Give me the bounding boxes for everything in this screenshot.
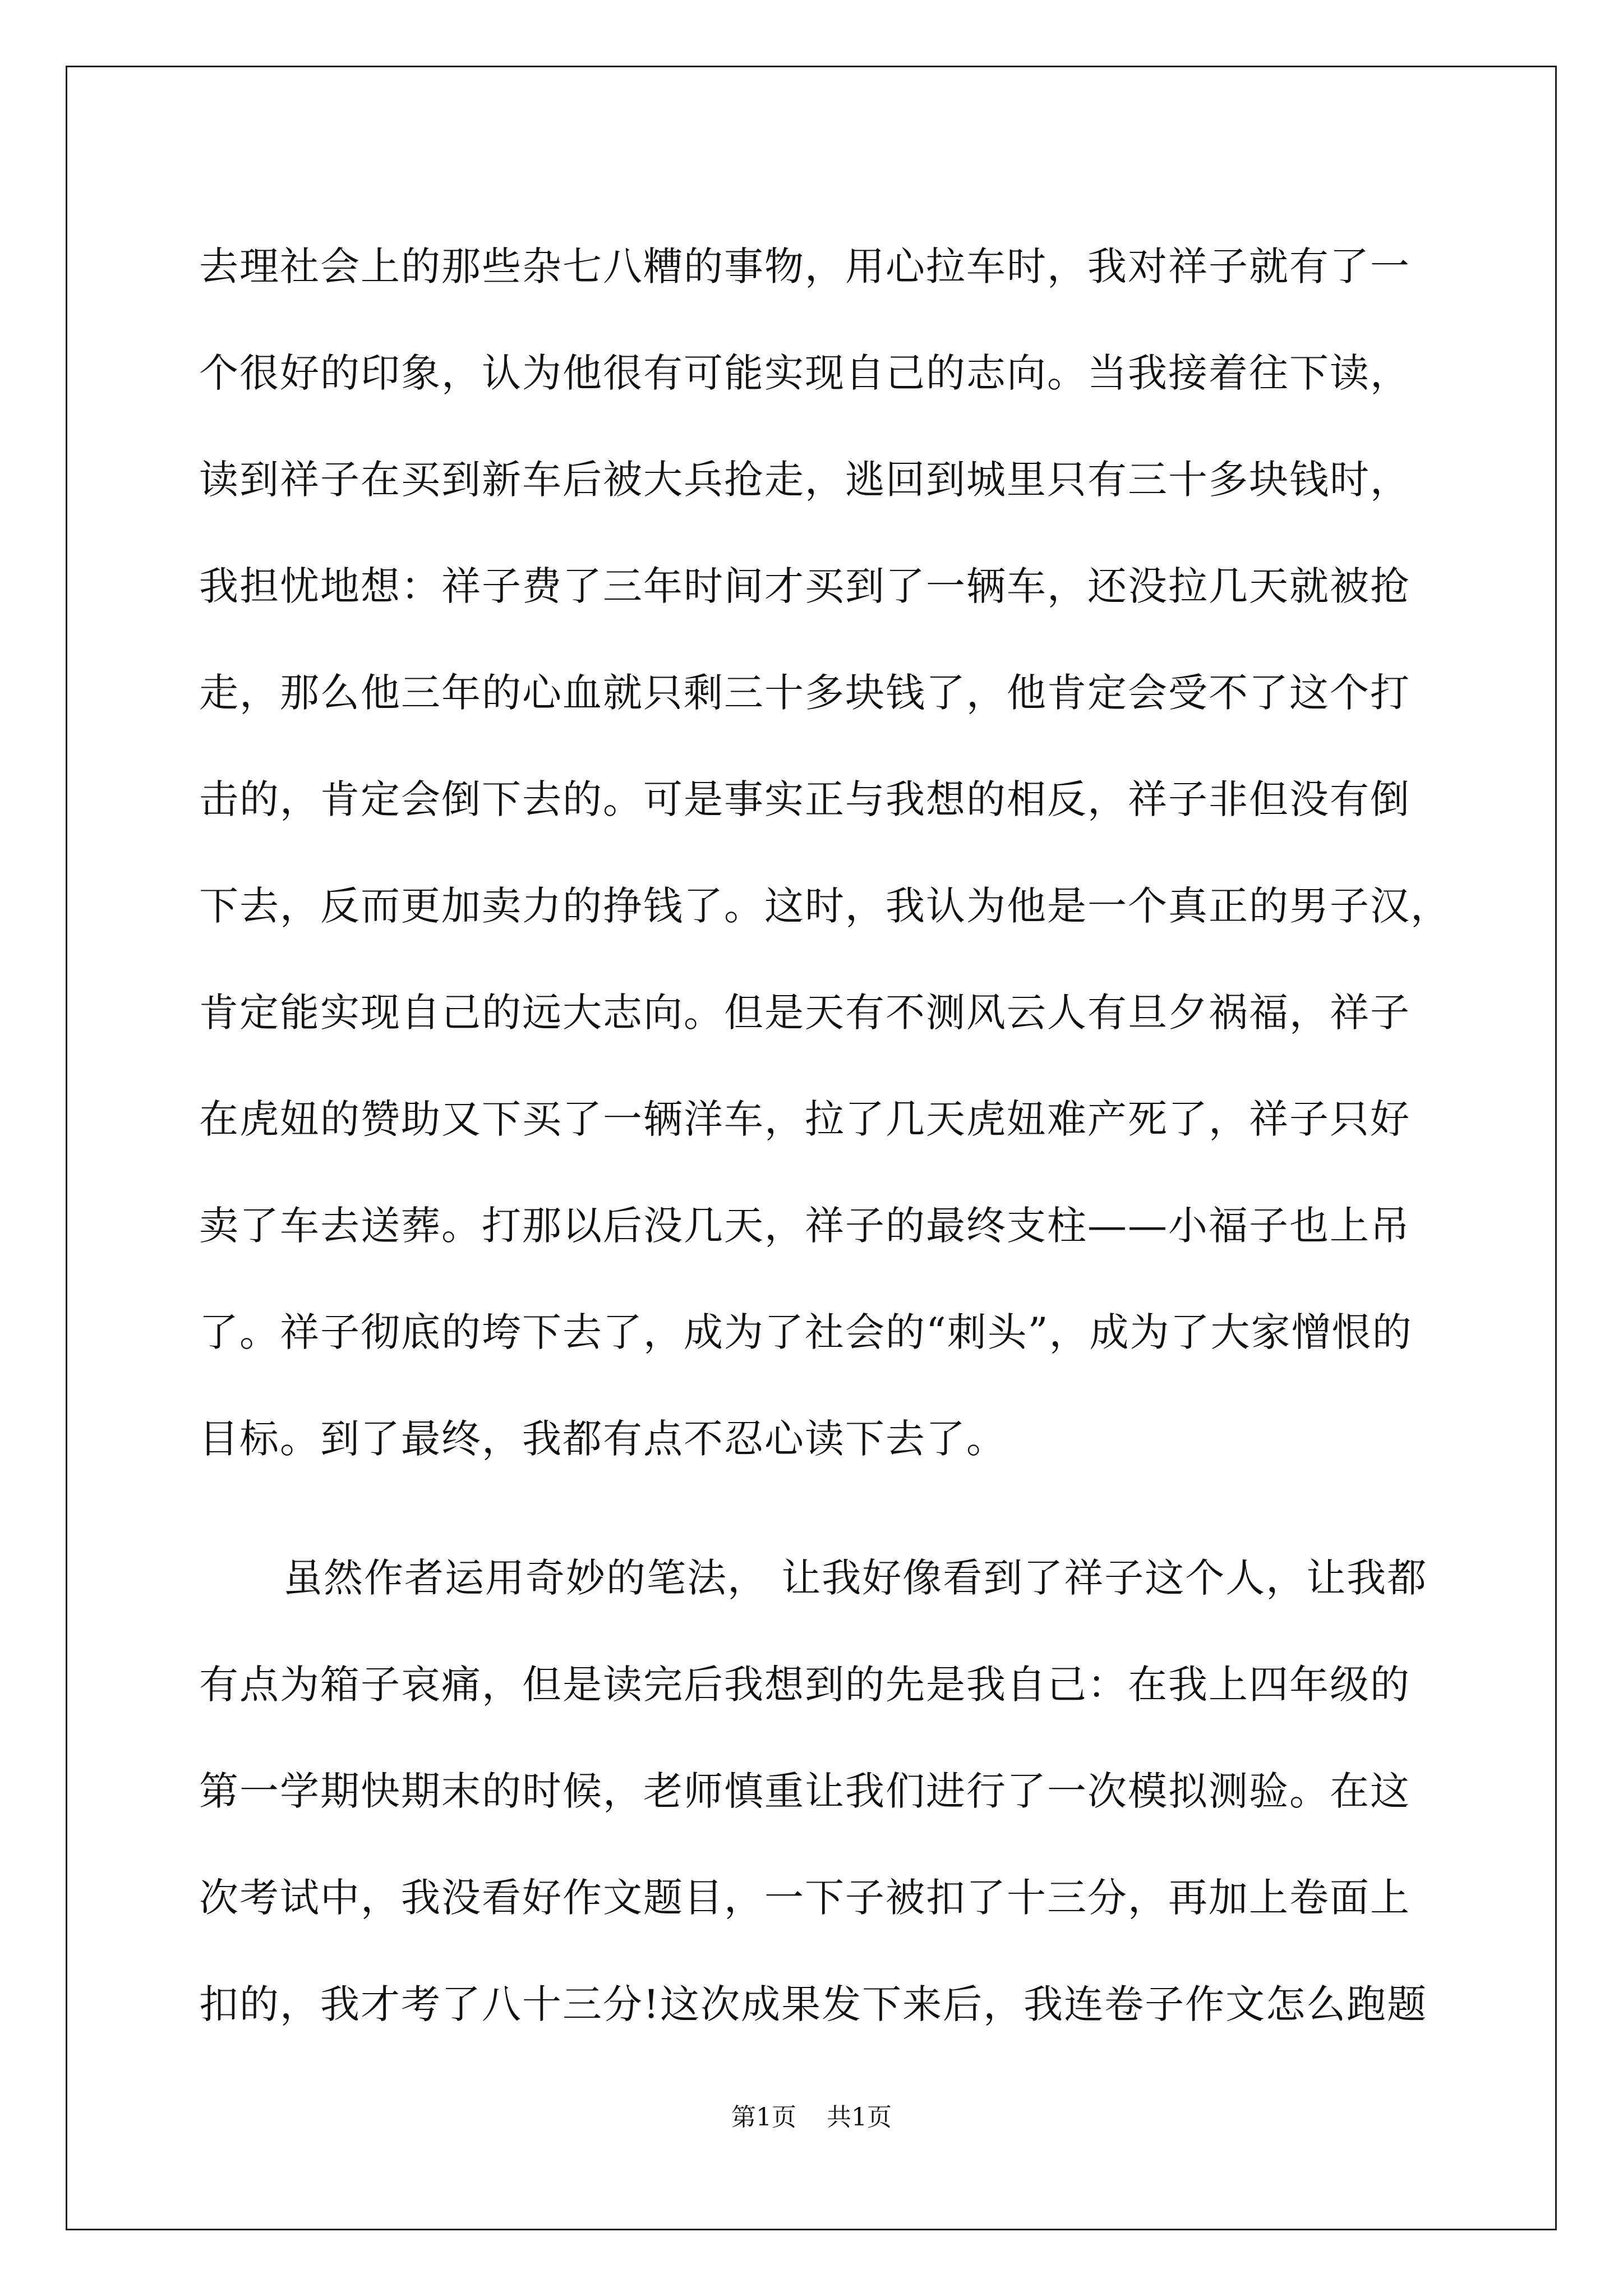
text-line: 击的，肯定会倒下去的。可是事实正与我想的相反，祥子非但没有倒 <box>199 776 1410 822</box>
text-line: 走，那么他三年的心血就只剩三十多块钱了，他肯定会受不了这个打 <box>199 670 1410 716</box>
text-line: 个很好的印象，认为他很有可能实现自己的志向。当我接着往下读， <box>199 350 1410 396</box>
text-line: 我担忧地想：祥子费了三年时间才买到了一辆车，还没拉几天就被抢 <box>199 563 1410 609</box>
text-line: 有点为箱子哀痛，但是读完后我想到的先是我自己：在我上四年级的 <box>199 1662 1410 1708</box>
text-line: 扣的，我才考了八十三分!这次成果发下来后，我连卷子作文怎么跑题 <box>199 1981 1428 2027</box>
page-total: 共1页 <box>827 2103 892 2132</box>
page-number: 第1页 <box>731 2103 796 2132</box>
text-line: 下去，反而更加卖力的挣钱了。这时，我认为他是一个真正的男子汉， <box>199 883 1451 929</box>
text-line: 在虎妞的赞助又下买了一辆洋车，拉了几天虎妞难产死了，祥子只好 <box>199 1096 1410 1142</box>
text-line: 读到祥子在买到新车后被大兵抢走，逃回到城里只有三十多块钱时， <box>199 457 1410 503</box>
paragraph-gap <box>199 1492 1464 1525</box>
text-line: 目标。到了最终，我都有点不忍心读下去了。 <box>199 1416 1007 1462</box>
text-line: 肯定能实现自己的远大志向。但是天有不测风云人有旦夕祸福，祥子 <box>199 990 1410 1036</box>
page-footer <box>0 2101 1623 2134</box>
text-line: 了。祥子彻底的垮下去了，成为了社会的“刺头”，成为了大家憎恨的 <box>199 1309 1413 1355</box>
text-line: 第一学期快期末的时候，老师慎重让我们进行了一次模拟测验。在这 <box>199 1768 1410 1814</box>
document-body <box>199 213 1464 2058</box>
text-line: 卖了车去送葬。打那以后没几天，祥子的最终支柱——小福子也上吊 <box>199 1203 1410 1249</box>
text-line: 去理社会上的那些杂七八糟的事物，用心拉车时，我对祥子就有了一 <box>199 243 1410 289</box>
text-line: 次考试中，我没看好作文题目，一下子被扣了十三分，再加上卷面上 <box>199 1875 1410 1921</box>
text-line: 虽然作者运用奇妙的笔法， 让我好像看到了祥子这个人，让我都 <box>283 1555 1428 1601</box>
